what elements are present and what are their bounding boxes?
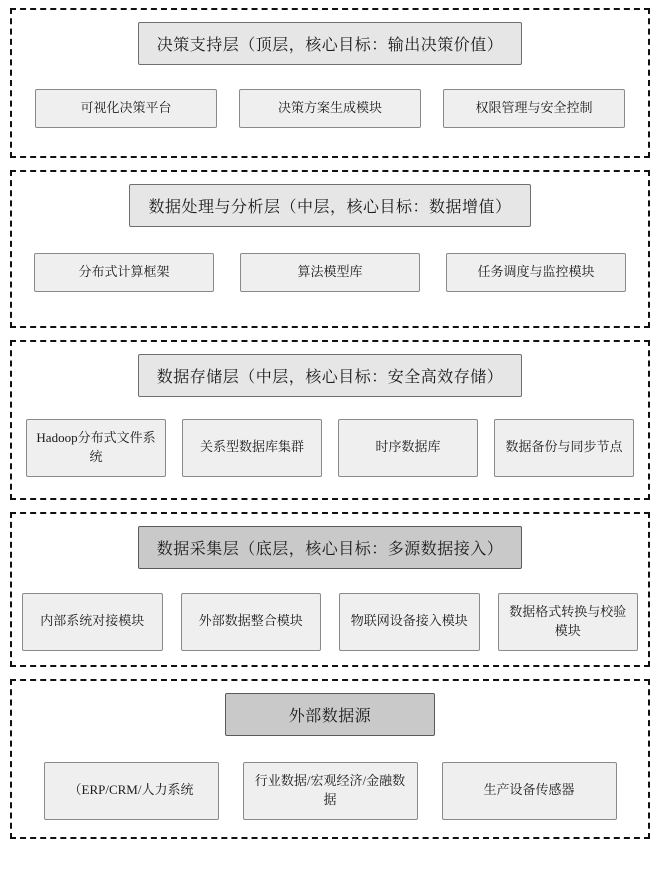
layer-external-data-sources: [10, 679, 650, 839]
module-row: [22, 253, 638, 292]
layer-title: 数据采集层（底层，核心目标：多源数据接入）: [138, 526, 523, 569]
module-row: [22, 762, 638, 820]
module-row: [22, 419, 638, 477]
module-box[interactable]: 数据格式转换与校验模块: [498, 593, 639, 651]
layer-title: 外部数据源: [225, 693, 435, 736]
layer-title: 决策支持层（顶层，核心目标：输出决策价值）: [138, 22, 523, 65]
module-box[interactable]: 决策方案生成模块: [239, 89, 421, 128]
module-box[interactable]: 外部数据整合模块: [181, 593, 322, 651]
module-box[interactable]: 分布式计算框架: [34, 253, 214, 292]
module-box[interactable]: 权限管理与安全控制: [443, 89, 625, 128]
module-box[interactable]: 关系型数据库集群: [182, 419, 322, 477]
module-box[interactable]: 时序数据库: [338, 419, 478, 477]
module-box[interactable]: 内部系统对接模块: [22, 593, 163, 651]
module-row: [22, 89, 638, 128]
module-box[interactable]: 物联网设备接入模块: [339, 593, 480, 651]
module-box[interactable]: 任务调度与监控模块: [446, 253, 626, 292]
layer-data-processing-analysis: [10, 170, 650, 328]
module-box[interactable]: 数据备份与同步节点: [494, 419, 634, 477]
module-box[interactable]: Hadoop分布式文件系统: [26, 419, 166, 477]
layer-data-storage: [10, 340, 650, 500]
layer-title: 数据存储层（中层，核心目标：安全高效存储）: [138, 354, 523, 397]
module-box[interactable]: 可视化决策平台: [35, 89, 217, 128]
module-row: [22, 593, 638, 651]
module-box[interactable]: 生产设备传感器: [442, 762, 617, 820]
module-box[interactable]: 算法模型库: [240, 253, 420, 292]
layer-decision-support: [10, 8, 650, 158]
module-box[interactable]: （ERP/CRM/人力系统: [44, 762, 219, 820]
layer-title: 数据处理与分析层（中层，核心目标：数据增值）: [129, 184, 530, 227]
layer-data-collection: [10, 512, 650, 667]
module-box[interactable]: 行业数据/宏观经济/金融数据: [243, 762, 418, 820]
